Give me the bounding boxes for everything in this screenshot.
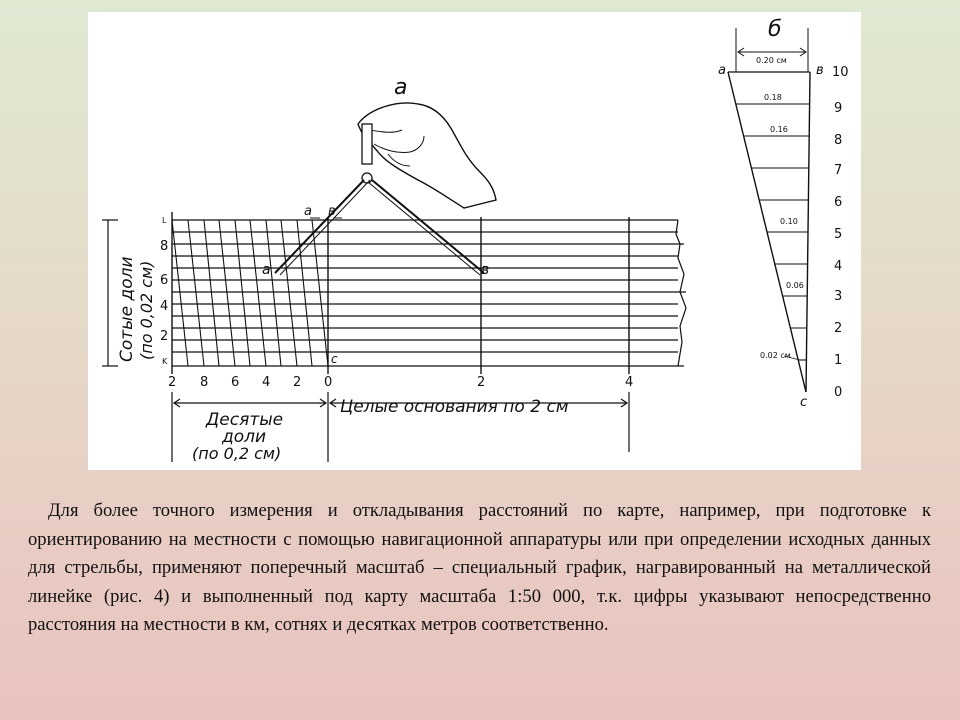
- bottom-tick: 2: [293, 375, 302, 390]
- label-b: б: [768, 17, 782, 42]
- left-tick: 2: [160, 329, 169, 344]
- point-c-scale: с: [331, 352, 338, 366]
- bottom-tick: 8: [200, 375, 209, 390]
- wedge-scale-number: 2: [834, 321, 843, 336]
- wedge-value: 0.06: [786, 281, 804, 290]
- wedge-scale-number: 10: [832, 65, 849, 80]
- left-tick: L: [162, 216, 167, 225]
- point-b-scale: в: [481, 262, 490, 278]
- wedge-scale-number: 1: [834, 353, 843, 368]
- scale-horizontal-lines: [172, 220, 686, 366]
- tenths-label-line1: Десятые: [206, 410, 284, 430]
- transverse-scale-figure: [88, 12, 861, 470]
- left-tick: 8: [160, 239, 169, 254]
- left-tick-labels: [160, 216, 168, 366]
- bottom-tick: 2: [477, 375, 486, 390]
- wedge-scale-number: 9: [834, 101, 843, 116]
- bottom-tick: 4: [625, 375, 634, 390]
- bottom-tick: 2: [168, 375, 177, 390]
- transverse-scale-diagram: [88, 12, 861, 470]
- scale-vertical-lines: [172, 212, 629, 374]
- wedge-scale-number: 0: [834, 385, 843, 400]
- wedge-scale-number: 4: [834, 259, 843, 274]
- bottom-tick: 4: [262, 375, 271, 390]
- wedge-value: 0.10: [780, 217, 798, 226]
- bottom-tick: 6: [231, 375, 240, 390]
- wedge-scale-numbers: [832, 65, 849, 400]
- wedge-point-a: а: [718, 63, 726, 78]
- wedge-scale-number: 5: [834, 227, 843, 242]
- left-tick: K: [162, 357, 168, 366]
- vertical-label-line1: Сотые доли: [117, 256, 137, 362]
- wedge-scale-number: 8: [834, 133, 843, 148]
- point-a-top: а: [304, 204, 312, 219]
- wedge-scale-number: 6: [834, 195, 843, 210]
- label-a-hand: а: [394, 75, 408, 100]
- body-paragraph: Для более точного измерения и откладывания расстояний по карте, например, при подготовке к ориентированию на местности с помощью навигационной аппаратуры или при определении исходных данных для стрельбы, применяют поперечный масштаб – специальный график, награвированный на металлической линейке (рис. 4) и выполненный под карту масштаба 1:50 000, т.к. цифры указывают непосредственно расстояния на местности в км, сотнях и десятках метров соответственно.: [28, 500, 931, 636]
- wedge-point-b: в: [816, 63, 824, 78]
- hand-with-dividers: [275, 103, 496, 275]
- vertical-label-line2: (по 0,02 см): [137, 260, 156, 360]
- vertical-label: [102, 220, 156, 366]
- wedge-top-label: 0.20 см: [756, 56, 787, 65]
- wedge-scale-number: 3: [834, 289, 843, 304]
- wedge-value: 0.02 см: [760, 351, 791, 360]
- wedge-value: 0.16: [770, 125, 788, 134]
- whole-bases-label: Целые основания по 2 см: [340, 397, 569, 417]
- bottom-tick-labels: [168, 375, 633, 390]
- tenths-label-line3: (по 0,2 см): [192, 444, 282, 463]
- bottom-tick: 0: [324, 375, 333, 390]
- point-b-top: в: [328, 204, 336, 219]
- point-a-scale: а: [262, 262, 271, 278]
- wedge-diagram: [718, 17, 824, 410]
- tenths-label-line2: доли: [222, 427, 267, 447]
- left-tick: 4: [160, 299, 169, 314]
- wedge-point-c: с: [800, 395, 808, 410]
- wedge-scale-number: 7: [834, 163, 843, 178]
- left-tick: 6: [160, 273, 169, 288]
- wedge-value: 0.18: [764, 93, 782, 102]
